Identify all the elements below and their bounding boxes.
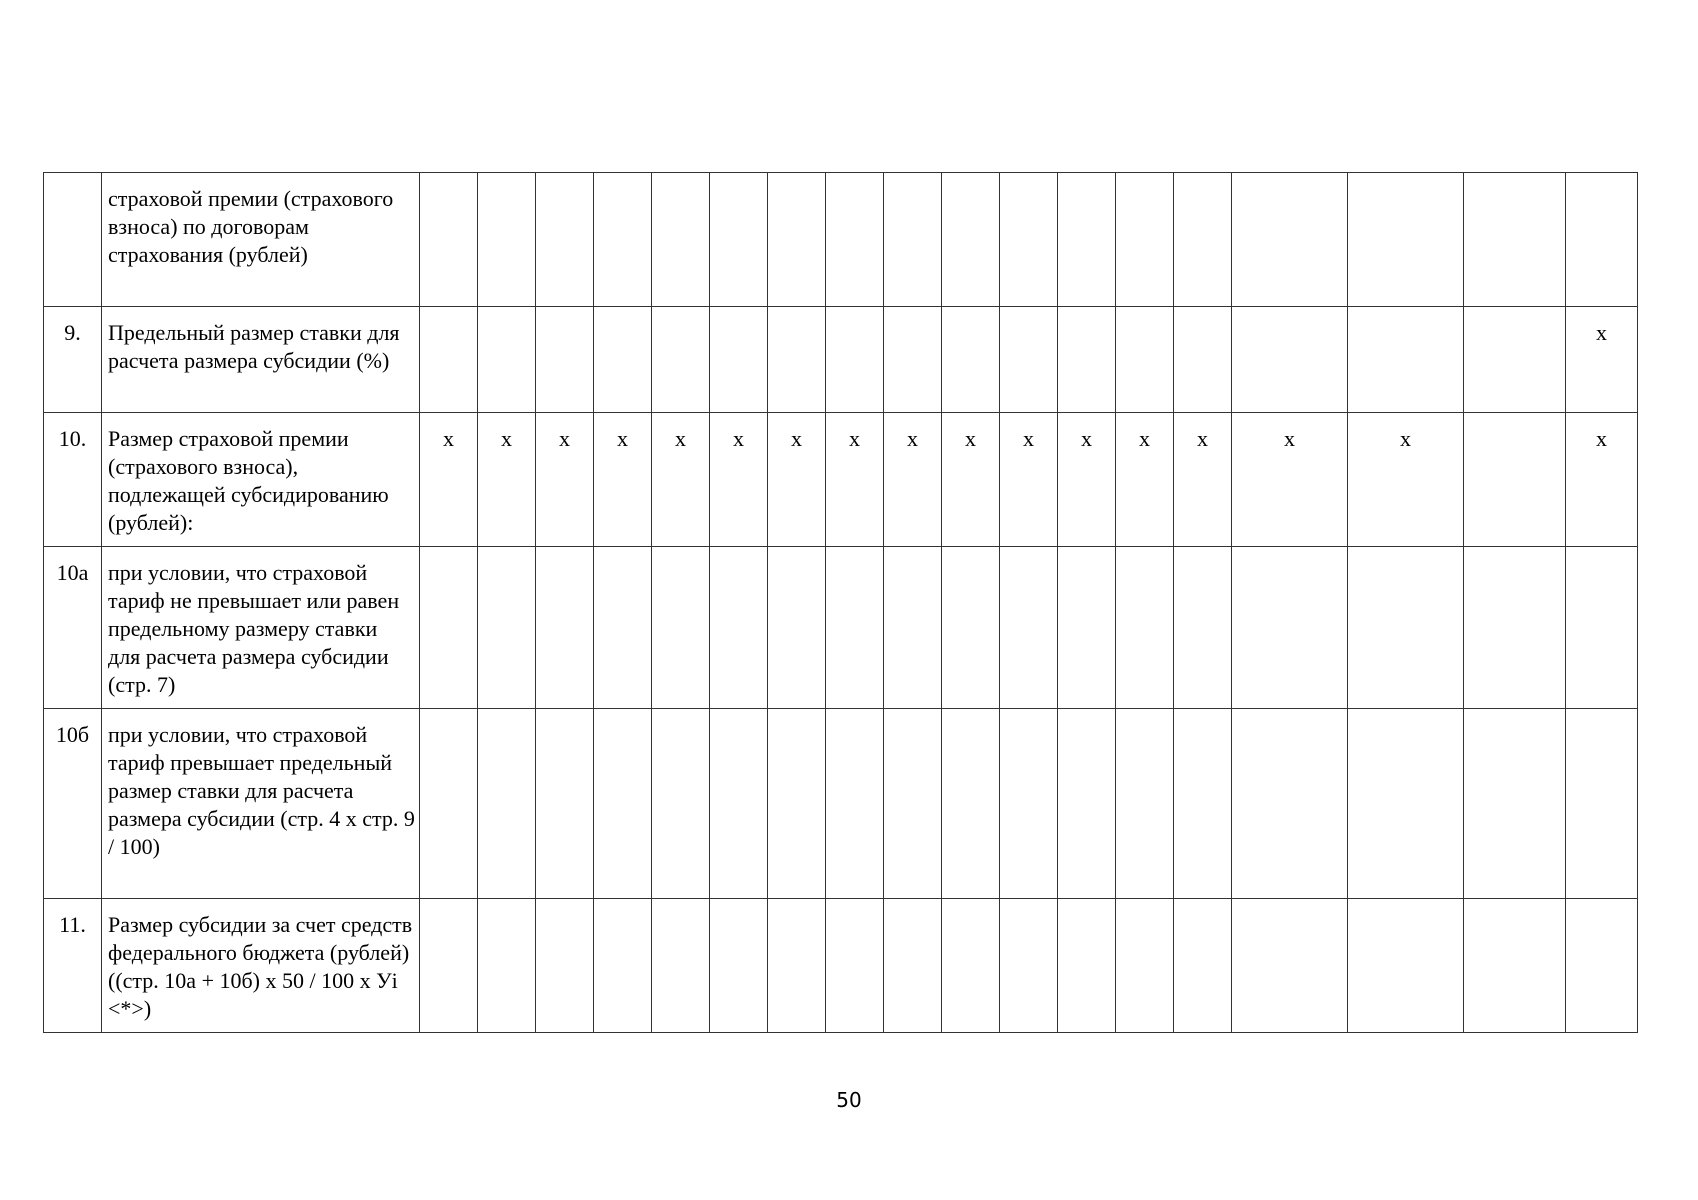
- table-cell: [652, 899, 710, 1033]
- table-cell: [826, 173, 884, 307]
- table-row: [44, 173, 1638, 307]
- table-cell: [478, 899, 536, 1033]
- table-cell: [1348, 173, 1464, 307]
- table-cell: [826, 547, 884, 709]
- row-number: 11.: [44, 899, 102, 1033]
- table-cell: [942, 899, 1000, 1033]
- table-cell: [536, 709, 594, 899]
- table-cell: x: [1348, 413, 1464, 547]
- table-cell: x: [420, 413, 478, 547]
- table-cell: [1232, 307, 1348, 413]
- row-label: Размер субсидии за счет средств федерального бюджета (рублей) ((стр. 10а + 10б) x 50 / 100 x Уi <*>): [102, 899, 420, 1033]
- table-cell: [1174, 307, 1232, 413]
- table-cell: [594, 899, 652, 1033]
- table-cell: [884, 307, 942, 413]
- table-cell: [1174, 173, 1232, 307]
- table-cell: [1464, 413, 1566, 547]
- table-cell: [1116, 899, 1174, 1033]
- table-cell: [1566, 173, 1638, 307]
- row-number: [44, 173, 102, 307]
- table-cell: [478, 173, 536, 307]
- table-body: [44, 173, 1638, 1033]
- table-cell: [1000, 709, 1058, 899]
- table-cell: [594, 307, 652, 413]
- table-cell: [884, 173, 942, 307]
- table-cell: [710, 899, 768, 1033]
- table-cell: [710, 173, 768, 307]
- table-cell: x: [826, 413, 884, 547]
- table-cell: [1000, 547, 1058, 709]
- table-cell: [536, 547, 594, 709]
- table-cell: [1566, 547, 1638, 709]
- row-number: 10.: [44, 413, 102, 547]
- table-cell: x: [1232, 413, 1348, 547]
- table-cell: [420, 899, 478, 1033]
- table-cell: [420, 547, 478, 709]
- table-cell: [594, 547, 652, 709]
- table-cell: [1232, 709, 1348, 899]
- report-table: [43, 172, 1638, 1033]
- table-cell: [1058, 709, 1116, 899]
- table-cell: [768, 547, 826, 709]
- table-cell: [1566, 899, 1638, 1033]
- table-cell: [1348, 547, 1464, 709]
- table-cell: x: [1174, 413, 1232, 547]
- table-cell: x: [652, 413, 710, 547]
- table-cell: [478, 547, 536, 709]
- table-cell: x: [536, 413, 594, 547]
- table-cell: [1232, 547, 1348, 709]
- row-label: Размер страховой премии (страхового взноса), подлежащей субсидированию (рублей):: [102, 413, 420, 547]
- table-cell: [1348, 709, 1464, 899]
- table-cell: [826, 709, 884, 899]
- table-cell: [1058, 307, 1116, 413]
- table-cell: [1464, 307, 1566, 413]
- table-cell: [1464, 547, 1566, 709]
- table-cell: [942, 547, 1000, 709]
- table-cell: [884, 899, 942, 1033]
- table-cell: [1000, 307, 1058, 413]
- table-cell: [1116, 307, 1174, 413]
- table-cell: [1174, 899, 1232, 1033]
- table-cell: [594, 709, 652, 899]
- table-cell: x: [478, 413, 536, 547]
- table-cell: [652, 547, 710, 709]
- table-cell: [826, 307, 884, 413]
- table-cell: [652, 173, 710, 307]
- table-cell: [942, 173, 1000, 307]
- table-cell: [1174, 547, 1232, 709]
- table-cell: [1116, 173, 1174, 307]
- table-cell: x: [768, 413, 826, 547]
- table-cell: x: [594, 413, 652, 547]
- table-cell: [420, 709, 478, 899]
- table-cell: x: [710, 413, 768, 547]
- table-row: [44, 307, 1638, 413]
- table-cell: [710, 307, 768, 413]
- table-cell: [768, 899, 826, 1033]
- table-row: [44, 547, 1638, 709]
- table-cell: [1058, 173, 1116, 307]
- table-cell: [1058, 899, 1116, 1033]
- table-cell: x: [1116, 413, 1174, 547]
- table-cell: [1348, 307, 1464, 413]
- table-cell: [710, 709, 768, 899]
- table-cell: [710, 547, 768, 709]
- table-cell: [942, 709, 1000, 899]
- table-cell: [1348, 899, 1464, 1033]
- table-cell: [768, 307, 826, 413]
- table-cell: [1000, 173, 1058, 307]
- table-cell: [1058, 547, 1116, 709]
- table-cell: x: [1058, 413, 1116, 547]
- row-label: при условии, что страховой тариф превышает предельный размер ставки для расчета размера субсидии (стр. 4 x стр. 9 / 100): [102, 709, 420, 899]
- table-cell: x: [1000, 413, 1058, 547]
- table-cell: [594, 173, 652, 307]
- table-cell: [536, 307, 594, 413]
- row-label: Предельный размер ставки для расчета размера субсидии (%): [102, 307, 420, 413]
- table-cell: [826, 899, 884, 1033]
- table-row: [44, 413, 1638, 547]
- table-cell: [1464, 899, 1566, 1033]
- table-cell: [942, 307, 1000, 413]
- row-number: 9.: [44, 307, 102, 413]
- table-cell: [768, 173, 826, 307]
- table-cell: [420, 173, 478, 307]
- table-cell: [1116, 547, 1174, 709]
- row-number: 10а: [44, 547, 102, 709]
- table-cell: [652, 307, 710, 413]
- table-cell: x: [942, 413, 1000, 547]
- table-cell: [768, 709, 826, 899]
- table-cell: x: [1566, 413, 1638, 547]
- table-cell: [420, 307, 478, 413]
- table-cell: [536, 173, 594, 307]
- table-cell: [1464, 709, 1566, 899]
- table-cell: [1000, 899, 1058, 1033]
- table-row: [44, 899, 1638, 1033]
- table-cell: [652, 709, 710, 899]
- table-cell: [884, 709, 942, 899]
- table-cell: [1174, 709, 1232, 899]
- table-cell: x: [884, 413, 942, 547]
- row-number: 10б: [44, 709, 102, 899]
- table-cell: x: [1566, 307, 1638, 413]
- page-number: 50: [836, 1088, 862, 1112]
- table-cell: [536, 899, 594, 1033]
- table-cell: [1116, 709, 1174, 899]
- row-label: при условии, что страховой тариф не превышает или равен предельному размеру ставки для расчета размера субсидии (стр. 7): [102, 547, 420, 709]
- table-cell: [1464, 173, 1566, 307]
- table-cell: [478, 307, 536, 413]
- table-cell: [1232, 173, 1348, 307]
- table-row: [44, 709, 1638, 899]
- table-cell: [478, 709, 536, 899]
- table-cell: [884, 547, 942, 709]
- table-cell: [1566, 709, 1638, 899]
- table-cell: [1232, 899, 1348, 1033]
- row-label: страховой премии (страхового взноса) по договорам страхования (рублей): [102, 173, 420, 307]
